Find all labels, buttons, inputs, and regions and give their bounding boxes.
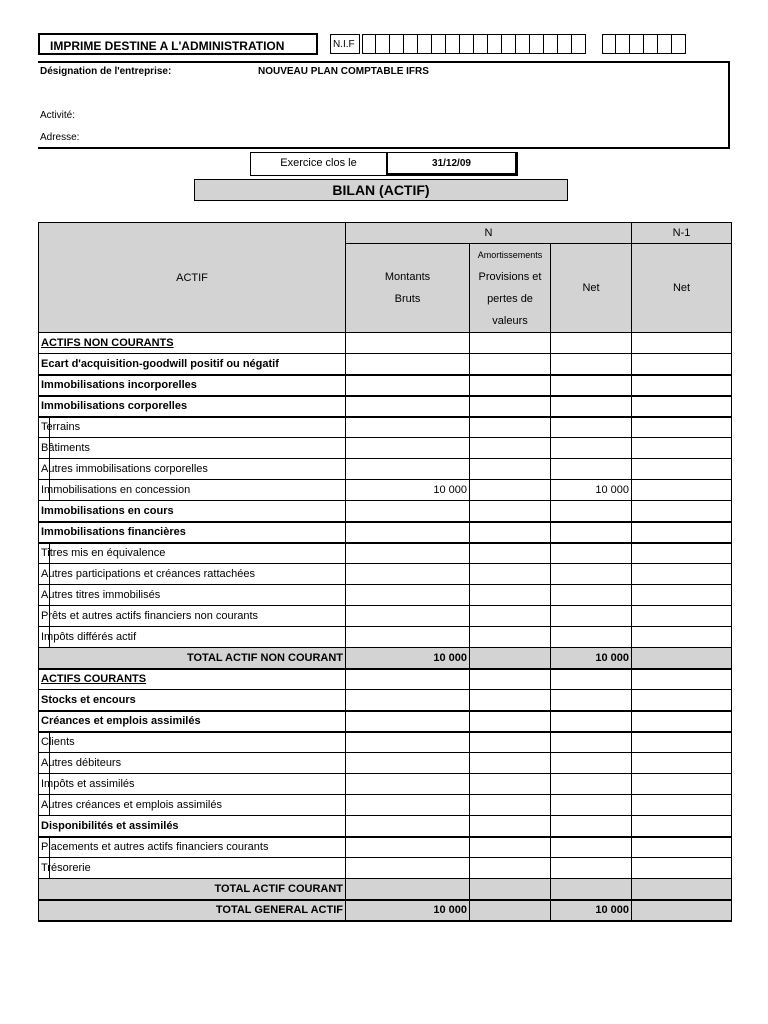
nif-digit-cell[interactable] <box>672 34 686 54</box>
table-row <box>39 375 732 396</box>
cell-amort[interactable] <box>470 501 551 522</box>
header-amort-line2: Provisions et <box>478 271 542 283</box>
cell-net1[interactable] <box>632 732 732 753</box>
nif-digit-cell[interactable] <box>530 34 544 54</box>
cell-net1[interactable] <box>632 417 732 438</box>
cell-net1[interactable] <box>632 648 732 669</box>
activite-label: Activité: <box>40 110 76 121</box>
row-label: Titres mis en équivalence <box>39 543 346 564</box>
cell-net1[interactable] <box>632 543 732 564</box>
row-label: Autres immobilisations corporelles <box>39 459 346 480</box>
cell-net[interactable] <box>551 690 632 711</box>
table-row <box>39 438 732 459</box>
cell-net[interactable] <box>551 585 632 606</box>
cell-amort[interactable] <box>470 732 551 753</box>
header-net: Net <box>551 244 632 333</box>
nif-label: N.I.F <box>330 34 360 54</box>
cell-brut[interactable] <box>346 690 470 711</box>
cell-amort[interactable] <box>470 333 551 354</box>
row-label: Prêts et autres actifs financiers non courants <box>39 606 346 627</box>
cell-net[interactable] <box>551 438 632 459</box>
table-row <box>39 396 732 417</box>
cell-brut[interactable] <box>346 753 470 774</box>
cell-net1[interactable] <box>632 900 732 921</box>
header-amort-line4: valeurs <box>492 315 528 327</box>
header-net-n1: Net <box>632 244 732 333</box>
cell-brut[interactable] <box>346 669 470 690</box>
exercice-date: 31/12/09 <box>387 153 517 175</box>
cell-brut[interactable] <box>346 711 470 732</box>
cell-net1[interactable] <box>632 753 732 774</box>
nif-digit-cell[interactable] <box>446 34 460 54</box>
cell-net1[interactable] <box>632 522 732 543</box>
row-label: Immobilisations en concession <box>39 480 346 501</box>
header-montants-line1: Montants <box>384 271 431 283</box>
cell-brut[interactable] <box>346 333 470 354</box>
cell-net[interactable] <box>551 501 632 522</box>
cell-brut[interactable]: 10 000 <box>346 648 470 669</box>
cell-brut[interactable] <box>346 774 470 795</box>
cell-brut[interactable]: 10 000 <box>346 900 470 921</box>
table-row <box>39 585 732 606</box>
table-row <box>39 753 732 774</box>
cell-net1[interactable] <box>632 774 732 795</box>
nif-digit-cell[interactable] <box>502 34 516 54</box>
cell-net[interactable] <box>551 606 632 627</box>
row-label: Disponibilités et assimilés <box>39 816 346 837</box>
nif-input-group-2[interactable] <box>602 34 686 54</box>
cell-brut[interactable] <box>346 459 470 480</box>
cell-net[interactable] <box>551 564 632 585</box>
nif-digit-cell[interactable] <box>630 34 644 54</box>
cell-amort[interactable] <box>470 879 551 900</box>
row-label: Créances et emplois assimilés <box>39 711 346 732</box>
cell-net1[interactable] <box>632 669 732 690</box>
nif-digit-cell[interactable] <box>418 34 432 54</box>
nif-digit-cell[interactable] <box>558 34 572 54</box>
table-row <box>39 522 732 543</box>
cell-amort[interactable] <box>470 669 551 690</box>
nif-digit-cell[interactable] <box>404 34 418 54</box>
cell-brut[interactable] <box>346 606 470 627</box>
cell-amort[interactable] <box>470 648 551 669</box>
table-row <box>39 795 732 816</box>
cell-net1[interactable] <box>632 375 732 396</box>
cell-net[interactable] <box>551 774 632 795</box>
row-label: Ecart d'acquisition-goodwill positif ou négatif <box>39 354 346 375</box>
cell-net[interactable] <box>551 396 632 417</box>
cell-net[interactable] <box>551 858 632 879</box>
cell-brut[interactable] <box>346 858 470 879</box>
cell-amort[interactable] <box>470 585 551 606</box>
header-amort-line3: pertes de <box>487 293 533 305</box>
table-row <box>39 417 732 438</box>
nif-input-group-1[interactable] <box>362 34 586 54</box>
header-actif: ACTIF <box>39 223 346 333</box>
cell-amort[interactable] <box>470 543 551 564</box>
row-label: TOTAL ACTIF NON COURANT <box>39 648 346 669</box>
row-label: Immobilisations en cours <box>39 501 346 522</box>
nif-digit-cell[interactable] <box>644 34 658 54</box>
row-label: TOTAL GENERAL ACTIF <box>39 900 346 921</box>
row-label: Immobilisations financières <box>39 522 346 543</box>
cell-net[interactable] <box>551 795 632 816</box>
cell-net[interactable]: 10 000 <box>551 648 632 669</box>
cell-net[interactable] <box>551 879 632 900</box>
cell-net[interactable]: 10 000 <box>551 900 632 921</box>
cell-net[interactable] <box>551 816 632 837</box>
nif-digit-cell[interactable] <box>460 34 474 54</box>
cell-net[interactable] <box>551 732 632 753</box>
nif-digit-cell[interactable] <box>516 34 530 54</box>
nif-digit-cell[interactable] <box>658 34 672 54</box>
table-row <box>39 501 732 522</box>
row-label: Trésorerie <box>39 858 346 879</box>
nif-digit-cell[interactable] <box>488 34 502 54</box>
row-label: Immobilisations incorporelles <box>39 375 346 396</box>
cell-net1[interactable] <box>632 396 732 417</box>
cell-brut[interactable] <box>346 417 470 438</box>
cell-amort[interactable] <box>470 396 551 417</box>
table-row <box>39 333 732 354</box>
cell-brut[interactable] <box>346 438 470 459</box>
cell-brut[interactable] <box>346 879 470 900</box>
cell-brut[interactable] <box>346 501 470 522</box>
cell-amort[interactable] <box>470 375 551 396</box>
table-row <box>39 774 732 795</box>
row-label: Autres débiteurs <box>39 753 346 774</box>
cell-brut[interactable] <box>346 396 470 417</box>
header-amort-line1: Amortissements <box>477 250 543 260</box>
cell-net1[interactable] <box>632 564 732 585</box>
table-row <box>39 627 732 648</box>
cell-brut[interactable] <box>346 564 470 585</box>
header-row-periods <box>39 223 732 244</box>
exercice-box <box>250 152 518 176</box>
nif-digit-cell[interactable] <box>376 34 390 54</box>
cell-net1[interactable] <box>632 459 732 480</box>
nif-digit-cell[interactable] <box>616 34 630 54</box>
cell-net[interactable] <box>551 354 632 375</box>
cell-net[interactable] <box>551 669 632 690</box>
cell-brut[interactable] <box>346 837 470 858</box>
row-label: Clients <box>39 732 346 753</box>
cell-amort[interactable] <box>470 837 551 858</box>
row-label: Autres titres immobilisés <box>39 585 346 606</box>
table-row <box>39 543 732 564</box>
cell-brut[interactable] <box>346 627 470 648</box>
cell-net1[interactable] <box>632 690 732 711</box>
cell-amort[interactable] <box>470 753 551 774</box>
cell-net1[interactable] <box>632 438 732 459</box>
adresse-label: Adresse: <box>40 132 80 143</box>
cell-amort[interactable] <box>470 711 551 732</box>
table-row <box>39 732 732 753</box>
cell-amort[interactable] <box>470 480 551 501</box>
cell-net[interactable] <box>551 333 632 354</box>
row-label: Stocks et encours <box>39 690 346 711</box>
table-row <box>39 354 732 375</box>
table-row <box>39 690 732 711</box>
cell-net[interactable] <box>551 837 632 858</box>
cell-brut[interactable] <box>346 522 470 543</box>
entreprise-info-box <box>38 61 730 149</box>
cell-net1[interactable] <box>632 606 732 627</box>
cell-net[interactable] <box>551 543 632 564</box>
cell-brut[interactable]: 10 000 <box>346 480 470 501</box>
nif-digit-cell[interactable] <box>362 34 376 54</box>
cell-amort[interactable] <box>470 690 551 711</box>
nif-digit-cell[interactable] <box>602 34 616 54</box>
cell-amort[interactable] <box>470 900 551 921</box>
cell-net1[interactable] <box>632 501 732 522</box>
cell-net[interactable] <box>551 627 632 648</box>
cell-brut[interactable] <box>346 816 470 837</box>
row-label: Impôts différés actif <box>39 627 346 648</box>
row-label: Autres créances et emplois assimilés <box>39 795 346 816</box>
cell-net[interactable] <box>551 375 632 396</box>
table-row <box>39 564 732 585</box>
header-n1: N-1 <box>632 223 732 244</box>
cell-amort[interactable] <box>470 774 551 795</box>
table-row <box>39 858 732 879</box>
cell-net1[interactable] <box>632 711 732 732</box>
cell-net1[interactable] <box>632 333 732 354</box>
cell-net1[interactable] <box>632 837 732 858</box>
cell-net1[interactable] <box>632 795 732 816</box>
cell-net1[interactable] <box>632 858 732 879</box>
cell-net[interactable]: 10 000 <box>551 480 632 501</box>
cell-brut[interactable] <box>346 375 470 396</box>
form-title: IMPRIME DESTINE A L'ADMINISTRATION <box>38 33 318 55</box>
row-label: ACTIFS COURANTS <box>39 669 346 690</box>
cell-amort[interactable] <box>470 354 551 375</box>
cell-amort[interactable] <box>470 795 551 816</box>
cell-net1[interactable] <box>632 480 732 501</box>
table-row <box>39 606 732 627</box>
cell-net1[interactable] <box>632 585 732 606</box>
cell-amort[interactable] <box>470 438 551 459</box>
cell-net[interactable] <box>551 417 632 438</box>
cell-amort[interactable] <box>470 816 551 837</box>
row-label: TOTAL ACTIF COURANT <box>39 879 346 900</box>
cell-net[interactable] <box>551 522 632 543</box>
cell-net[interactable] <box>551 753 632 774</box>
cell-net[interactable] <box>551 711 632 732</box>
cell-brut[interactable] <box>346 795 470 816</box>
cell-amort[interactable] <box>470 858 551 879</box>
row-label: Autres participations et créances rattachées <box>39 564 346 585</box>
cell-amort[interactable] <box>470 417 551 438</box>
header-amortissements <box>470 244 551 333</box>
row-label: ACTIFS NON COURANTS <box>39 333 346 354</box>
row-label: Immobilisations corporelles <box>39 396 346 417</box>
cell-net1[interactable] <box>632 354 732 375</box>
row-label: Placements et autres actifs financiers courants <box>39 837 346 858</box>
cell-amort[interactable] <box>470 564 551 585</box>
cell-brut[interactable] <box>346 585 470 606</box>
cell-net[interactable] <box>551 459 632 480</box>
cell-net1[interactable] <box>632 879 732 900</box>
cell-amort[interactable] <box>470 459 551 480</box>
table-row <box>39 480 732 501</box>
cell-brut[interactable] <box>346 354 470 375</box>
row-label: Terrains <box>39 417 346 438</box>
table-row <box>39 711 732 732</box>
total-row <box>39 900 732 921</box>
nif-digit-cell[interactable] <box>572 34 586 54</box>
cell-net1[interactable] <box>632 816 732 837</box>
row-label: Bâtiments <box>39 438 346 459</box>
cell-amort[interactable] <box>470 522 551 543</box>
bilan-actif-table <box>38 222 732 922</box>
table-row <box>39 837 732 858</box>
nif-digit-cell[interactable] <box>432 34 446 54</box>
nif-digit-cell[interactable] <box>544 34 558 54</box>
designation-label: Désignation de l'entreprise: <box>40 66 172 77</box>
nif-digit-cell[interactable] <box>390 34 404 54</box>
cell-net1[interactable] <box>632 627 732 648</box>
header-montants-bruts <box>346 244 470 333</box>
designation-value: NOUVEAU PLAN COMPTABLE IFRS <box>258 66 429 77</box>
cell-amort[interactable] <box>470 606 551 627</box>
table-row <box>39 459 732 480</box>
table-row <box>39 669 732 690</box>
table-row <box>39 816 732 837</box>
header-montants-line2: Bruts <box>394 293 421 305</box>
total-row <box>39 648 732 669</box>
row-label: Impôts et assimilés <box>39 774 346 795</box>
total-row <box>39 879 732 900</box>
cell-amort[interactable] <box>470 627 551 648</box>
exercice-label: Exercice clos le <box>251 153 387 175</box>
nif-digit-cell[interactable] <box>474 34 488 54</box>
cell-brut[interactable] <box>346 543 470 564</box>
cell-brut[interactable] <box>346 732 470 753</box>
page-title: BILAN (ACTIF) <box>194 179 568 201</box>
header-n: N <box>346 223 632 244</box>
